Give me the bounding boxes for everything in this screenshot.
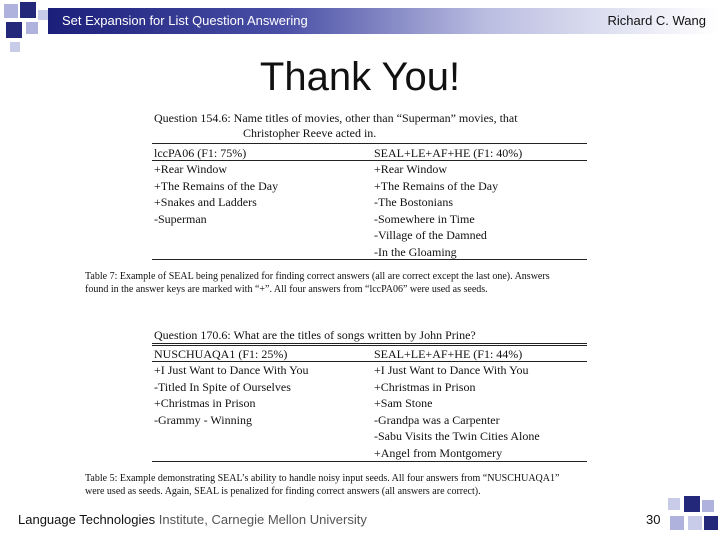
page-number: 30 — [646, 512, 661, 527]
decor-square — [668, 498, 680, 510]
list-item: +Snakes and Ladders — [154, 195, 257, 209]
decor-square — [6, 22, 22, 38]
table7-question-line2: Christopher Reeve acted in. — [243, 126, 377, 140]
author-name: Richard C. Wang — [607, 13, 706, 28]
list-item: +Sam Stone — [374, 396, 433, 410]
list-item: -Sabu Visits the Twin Cities Alone — [374, 429, 540, 443]
footer-institute-rest: Institute, Carnegie Mellon University — [158, 512, 367, 527]
list-item: +Christmas in Prison — [374, 379, 476, 394]
list-item: +The Remains of the Day — [154, 178, 279, 193]
list-item: +Rear Window — [374, 162, 448, 176]
table7-caption — [85, 271, 655, 296]
presentation-title: Set Expansion for List Question Answering — [62, 13, 308, 28]
caption-line: found in the answer keys are marked with “+”. All four answers from “lccPA06” were used as seeds. — [85, 283, 488, 295]
table7-rule-bottom — [152, 259, 587, 260]
table5-col1-list — [154, 362, 309, 428]
decor-square — [684, 496, 700, 512]
table5-col2-header: SEAL+LE+AF+HE (F1: 44%) — [374, 347, 523, 361]
decor-square — [38, 10, 48, 20]
table7-col2-list — [374, 161, 498, 260]
table7-col2-header: SEAL+LE+AF+HE (F1: 40%) — [374, 146, 523, 160]
list-item: -In the Gloaming — [374, 244, 457, 259]
decor-square — [702, 500, 714, 512]
table5-col2-list — [374, 362, 540, 461]
decor-square — [670, 516, 684, 530]
list-item: -Titled In Spite of Ourselves — [154, 379, 291, 394]
decor-square — [10, 42, 20, 52]
table5-rule-bottom — [152, 461, 587, 462]
decor-square — [26, 22, 38, 34]
slide-title: Thank You! — [259, 55, 461, 99]
table5-caption — [85, 473, 655, 498]
list-item: +Christmas in Prison — [154, 396, 256, 410]
table7-question-line1: Question 154.6: Name titles of movies, other than “Superman” movies, that — [154, 111, 518, 125]
caption-line: Table 7: Example of SEAL being penalized for finding correct answers (all are correct except the last one). Answers — [85, 271, 550, 282]
footer-institute-first: Language Technologies — [18, 512, 156, 527]
table7-rule-top — [152, 143, 587, 144]
caption-line: were used as seeds. Again, SEAL is penalized for finding correct answers (all answers are correct). — [85, 485, 481, 497]
list-item: -Superman — [154, 211, 207, 226]
list-item: -Somewhere in Time — [374, 211, 475, 226]
decor-square — [704, 516, 718, 530]
list-item: -Grammy - Winning — [154, 412, 252, 427]
list-item: -Village of the Damned — [374, 228, 487, 242]
decor-square — [688, 516, 702, 530]
table7-col1-list — [154, 161, 278, 227]
list-item: +I Just Want to Dance With You — [154, 363, 309, 377]
list-item: +I Just Want to Dance With You — [374, 363, 529, 377]
caption-line: Table 5: Example demonstrating SEAL’s ability to handle noisy input seeds. All four answers from “NUSCHUAQA1” — [85, 473, 560, 484]
list-item: -Grandpa was a Carpenter — [374, 412, 500, 427]
decor-square — [20, 2, 36, 18]
table7-col1-header: lccPA06 (F1: 75%) — [154, 146, 247, 160]
footer-institute — [18, 512, 367, 527]
list-item: +Rear Window — [154, 162, 228, 176]
table5-question: Question 170.6: What are the titles of songs written by John Prine? — [154, 328, 476, 342]
table5-rule-top — [152, 343, 587, 344]
decor-square — [4, 4, 18, 18]
list-item: +Angel from Montgomery — [374, 445, 503, 460]
table5-col1-header: NUSCHUAQA1 (F1: 25%) — [154, 347, 288, 361]
list-item: +The Remains of the Day — [374, 178, 499, 193]
list-item: -The Bostonians — [374, 195, 453, 209]
